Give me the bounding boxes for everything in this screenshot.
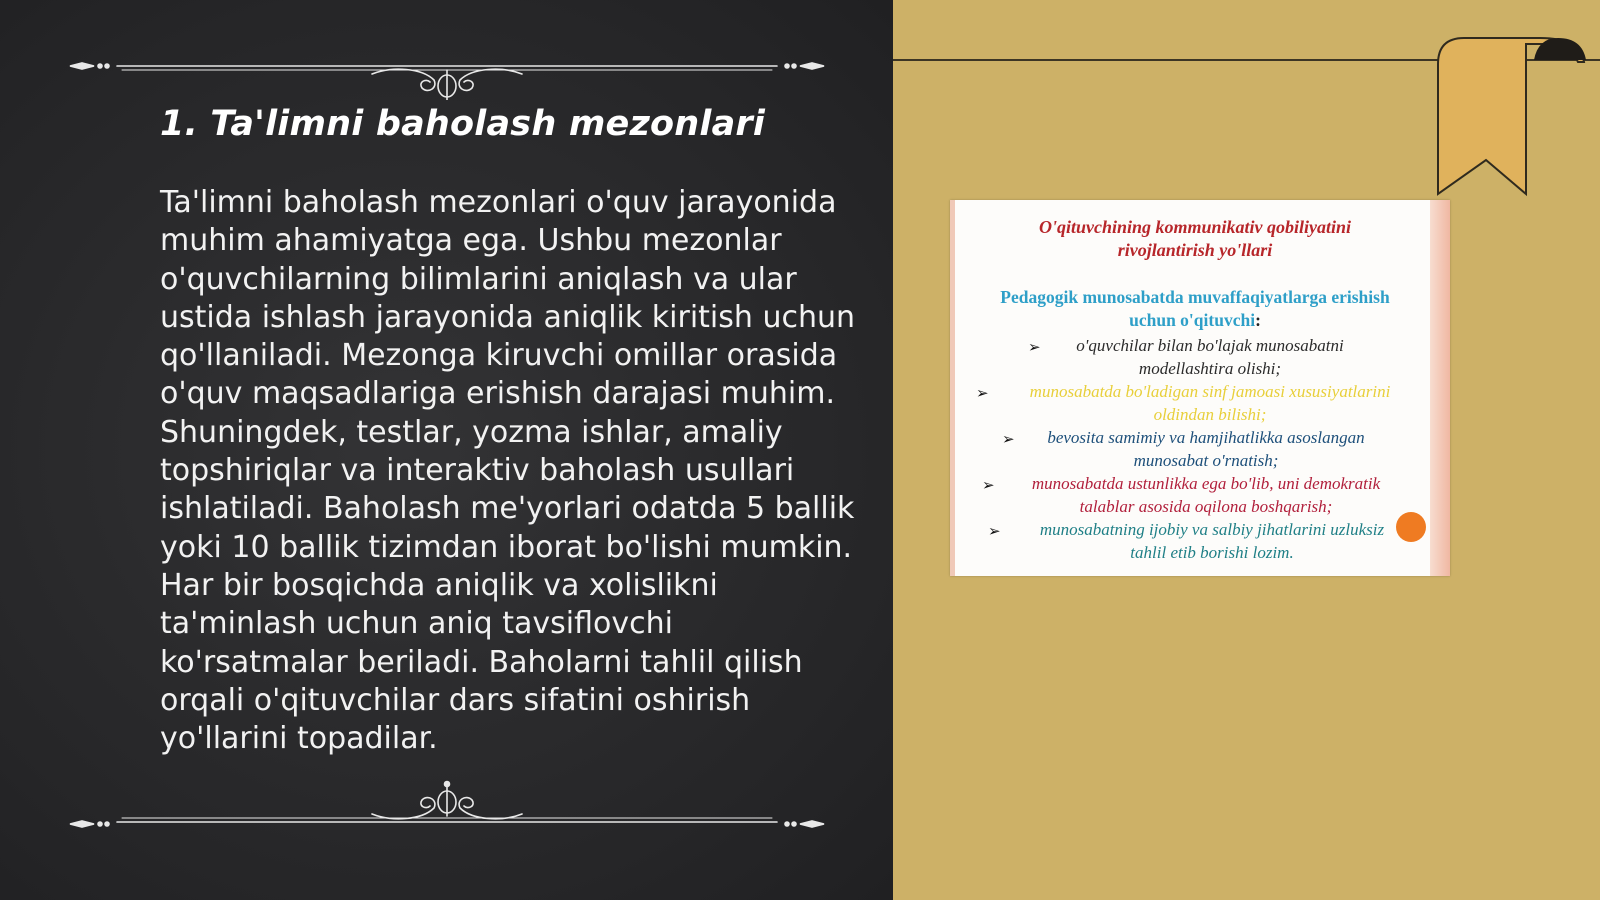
image-title [990, 216, 1400, 262]
arrow-bullet-icon: ➢ [1002, 430, 1015, 448]
item-line: munosabat o'rnatish; [1133, 451, 1279, 470]
item-line: tahlil etib borishi lozim. [1130, 543, 1294, 562]
image-list-item [996, 472, 1416, 518]
image-subtitle-line: uchun o'qituvchi [1129, 310, 1256, 330]
item-line: munosabatning ijobiy va salbiy jihatlarini uzluksiz [1039, 520, 1385, 539]
image-list-item [1016, 426, 1396, 472]
orange-dot-marker [1396, 512, 1426, 542]
item-line: oldindan bilishi; [1153, 405, 1267, 424]
ornament-divider-icon [62, 774, 832, 834]
arrow-bullet-icon: ➢ [982, 476, 995, 494]
image-left-edge [950, 200, 955, 576]
item-line: talablar asosida oqilona boshqarish; [1079, 497, 1333, 516]
ornament-divider-icon [62, 40, 832, 100]
image-right-edge [1430, 200, 1450, 576]
image-subtitle-line: Pedagogik munosabatda muvaffaqiyatlarga erishish [1000, 287, 1390, 307]
image-subtitle-colon: : [1255, 310, 1261, 330]
image-title-line: O'qituvchining kommunikativ qobiliyatini [1038, 217, 1352, 237]
arrow-bullet-icon: ➢ [1028, 338, 1041, 356]
slide-title: 1. Ta'limni baholash mezonlari [160, 104, 766, 144]
image-list-item [1040, 334, 1380, 380]
item-line: modellashtira olishi; [1138, 359, 1282, 378]
arrow-bullet-icon: ➢ [976, 384, 989, 402]
item-line: munosabatda bo'ladigan sinf jamoasi xususiyatlarini [1029, 382, 1391, 401]
item-line: o'quvchilar bilan bo'lajak munosabatni [1076, 336, 1344, 355]
image-title-line: rivojlantirish yo'llari [1117, 240, 1273, 260]
slide-body-text: Ta'limni baholash mezonlari o'quv jarayonida muhim ahamiyatga ega. Ushbu mezonlar o'quvchilarning bilimlarini aniqlash va ular ustida ishlash jarayonida aniqlik kiritish uchun qo'llaniladi. Mezonga kiruvchi omillar orasida o'quv maqsadlariga erishish darajasi muhim. Shuningdek, testlar, yozma ishlar, amaliy topshiriqlar va interaktiv baholash usullari ishlatiladi. Baholash me'yorlari odatda 5 ballik yoki 10 ballik tizimdan iborat bo'lishi mumkin. Har bir bosqichda aniqlik va xolislikni ta'minlash uchun aniq tavsiflovchi ko'rsatmalar beriladi. Baholarni tahlil qilish orqali o'qituvchilar dars sifatini oshirish yo'llarini topadilar. [160, 185, 855, 757]
image-list-item [1002, 518, 1422, 564]
image-subtitle [970, 286, 1420, 332]
pedagogy-image [950, 200, 1450, 576]
image-list-item [990, 380, 1430, 426]
item-line: bevosita samimiy va hamjihatlikka asoslangan [1047, 428, 1365, 447]
arrow-bullet-icon: ➢ [988, 522, 1001, 540]
item-line: munosabatda ustunlikka ega bo'lib, uni demokratik [1031, 474, 1381, 493]
bookmark-icon [1430, 34, 1590, 200]
